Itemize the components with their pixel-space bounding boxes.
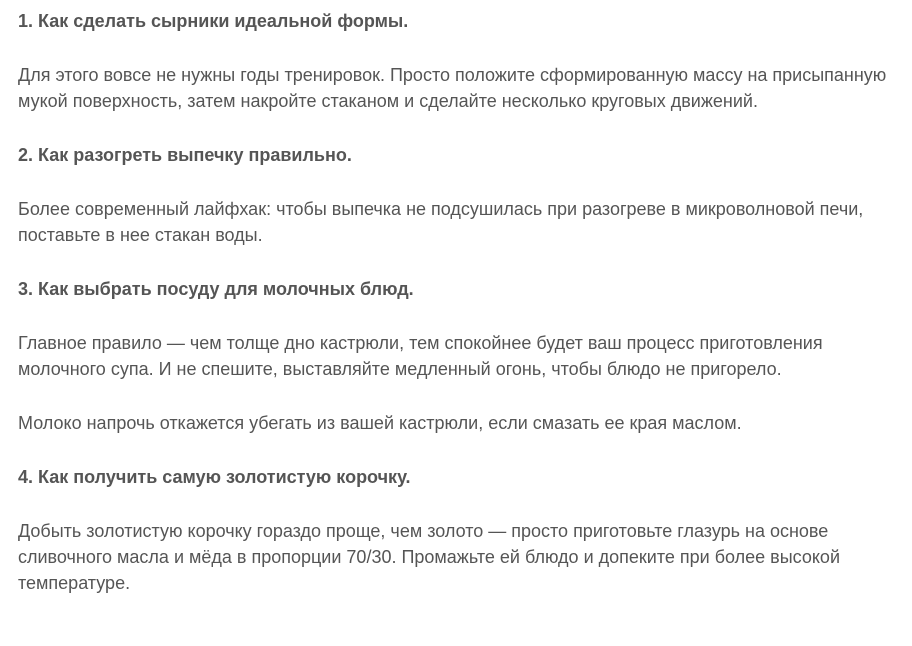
section-3-paragraph-2: Молоко напрочь откажется убегать из вашей кастрюли, если смазать ее края маслом.	[18, 413, 742, 433]
section-2-heading: 2. Как разогреть выпечку правильно.	[18, 145, 352, 165]
section-1-heading: 1. Как сделать сырники идеальной формы.	[18, 11, 409, 31]
section-3-heading: 3. Как выбрать посуду для молочных блюд.	[18, 279, 414, 299]
section-3-paragraph-1: Главное правило — чем толще дно кастрюли, тем спокойнее будет ваш процесс приготовления молочного супа. И не спешите, выставляйте медленный огонь, чтобы блюдо не пригорело.	[18, 333, 823, 379]
section-4-paragraph: Добыть золотистую корочку гораздо проще, чем золото — просто приготовьте глазурь на основе сливочного масла и мёда в пропорции 70/30. Промажьте ей блюдо и допеките при более высокой температуре.	[18, 521, 840, 593]
section-1-paragraph: Для этого вовсе не нужны годы тренировок. Просто положите сформированную массу на присыпанную мукой поверхность, затем накройте стаканом и сделайте несколько круговых движений.	[18, 65, 887, 111]
section-4-heading: 4. Как получить самую золотистую корочку.	[18, 467, 411, 487]
section-2-paragraph: Более современный лайфхак: чтобы выпечка не подсушилась при разогреве в микроволновой печи, поставьте в нее стакан воды.	[18, 199, 864, 245]
